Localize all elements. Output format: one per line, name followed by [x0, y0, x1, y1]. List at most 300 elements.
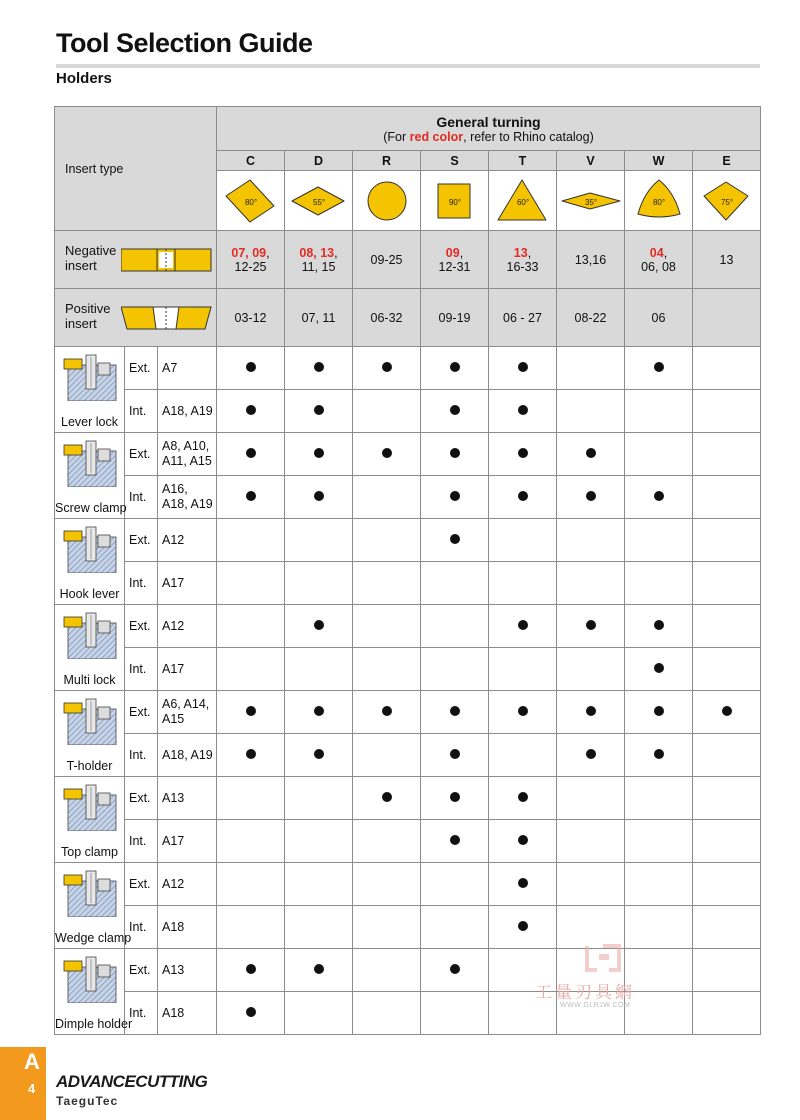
watermark-url: WWW.GLRJW.COM — [560, 1002, 631, 1009]
page-codes: A12 — [158, 519, 217, 562]
compat-cell — [693, 562, 761, 605]
insert-shape-letter: E — [693, 151, 761, 171]
insert-shape-letter: T — [489, 151, 557, 171]
positive-insert-cell: 06 — [625, 289, 693, 347]
negative-insert-icon — [121, 246, 215, 274]
brand-logo: ADVANCECUTTING — [56, 1072, 208, 1091]
compat-cell — [625, 777, 693, 820]
page-codes: A17 — [158, 820, 217, 863]
holder-type: Ext. — [125, 433, 158, 476]
compat-cell — [693, 605, 761, 648]
compatible-dot — [246, 362, 256, 372]
compat-cell — [285, 734, 353, 777]
compat-cell — [693, 820, 761, 863]
size-value: 09-25 — [370, 252, 403, 267]
compatible-dot — [314, 620, 324, 630]
holder-type: Int. — [125, 648, 158, 691]
compat-cell — [285, 605, 353, 648]
compat-cell — [489, 390, 557, 433]
holder-cell — [55, 433, 125, 519]
compat-cell — [489, 691, 557, 734]
compat-cell — [421, 949, 489, 992]
holder-type: Ext. — [125, 605, 158, 648]
insert-shape-t-icon — [492, 174, 554, 228]
compat-cell — [421, 691, 489, 734]
positive-insert-icon — [121, 303, 215, 333]
compat-cell — [693, 648, 761, 691]
compatible-dot — [518, 835, 528, 845]
table-row — [55, 906, 761, 949]
page-subtitle: Holders — [56, 70, 112, 87]
size-value: 13,16 — [574, 252, 607, 267]
compatible-dot — [518, 706, 528, 716]
negative-insert-header — [55, 231, 217, 289]
positive-insert-cell: 06 - 27 — [489, 289, 557, 347]
compatible-dot — [246, 1007, 256, 1017]
rhino-size-value: 13 — [513, 245, 528, 260]
compat-cell — [217, 992, 285, 1035]
compat-cell — [217, 949, 285, 992]
angle-label: 80° — [244, 197, 257, 207]
compat-cell — [285, 519, 353, 562]
size-value: 12-31 — [438, 259, 471, 274]
holder-name: Hook lever — [59, 587, 120, 601]
compat-cell — [693, 949, 761, 992]
compat-cell — [421, 648, 489, 691]
compat-cell — [625, 476, 693, 519]
insert-shape-letter: W — [625, 151, 693, 171]
compat-cell — [557, 562, 625, 605]
compat-cell — [285, 562, 353, 605]
angle-label: 90° — [448, 197, 461, 207]
compat-cell — [489, 562, 557, 605]
compat-cell — [217, 734, 285, 777]
compat-cell — [353, 906, 421, 949]
compat-cell — [353, 949, 421, 992]
compat-cell — [557, 691, 625, 734]
table-row — [55, 820, 761, 863]
table-row — [55, 949, 761, 992]
compatible-dot — [382, 362, 392, 372]
compat-cell — [353, 820, 421, 863]
insert-shape-d-icon — [288, 174, 350, 228]
compatible-dot — [450, 749, 460, 759]
insert-shape-cell — [693, 171, 761, 231]
rhino-size-value: 04 — [649, 245, 664, 260]
compat-cell — [625, 390, 693, 433]
compat-cell — [353, 777, 421, 820]
compat-cell — [693, 347, 761, 390]
compatible-dot — [314, 491, 324, 501]
compat-cell — [489, 820, 557, 863]
compatible-dot — [586, 491, 596, 501]
title-divider — [56, 64, 760, 68]
compat-cell — [557, 863, 625, 906]
compatible-dot — [586, 749, 596, 759]
size-value: 16-33 — [506, 259, 539, 274]
positive-insert-cell: 08-22 — [557, 289, 625, 347]
table-row — [55, 433, 761, 476]
compat-cell — [217, 390, 285, 433]
compat-cell — [353, 992, 421, 1035]
page-codes: A17 — [158, 648, 217, 691]
compatible-dot — [450, 964, 460, 974]
compat-cell — [557, 734, 625, 777]
compatible-dot — [246, 964, 256, 974]
compat-cell — [353, 519, 421, 562]
compat-cell — [285, 820, 353, 863]
holder-illustration — [60, 953, 120, 1003]
compatible-dot — [586, 706, 596, 716]
page-codes: A6, A14, A15 — [158, 691, 217, 734]
holder-illustration — [60, 695, 120, 745]
rhino-size-value: 07, 09 — [231, 245, 267, 260]
compatible-dot — [246, 706, 256, 716]
holder-illustration — [60, 867, 120, 917]
positive-label-2: insert — [65, 316, 97, 331]
compatible-dot — [450, 534, 460, 544]
holder-illustration — [60, 437, 120, 487]
compat-cell — [625, 691, 693, 734]
compat-cell — [557, 476, 625, 519]
compatible-dot — [450, 835, 460, 845]
compatible-dot — [586, 620, 596, 630]
compat-cell — [625, 906, 693, 949]
negative-insert-cell — [557, 231, 625, 289]
insert-shape-w-icon — [628, 174, 690, 228]
compat-cell — [217, 519, 285, 562]
table-row — [55, 347, 761, 390]
compat-cell — [557, 820, 625, 863]
angle-label: 75° — [720, 197, 733, 207]
compatible-dot — [246, 448, 256, 458]
holder-type: Int. — [125, 476, 158, 519]
angle-label: 55° — [312, 197, 325, 207]
compatible-dot — [314, 706, 324, 716]
compat-cell — [625, 519, 693, 562]
holder-type: Ext. — [125, 949, 158, 992]
compat-cell — [625, 734, 693, 777]
compat-cell — [217, 562, 285, 605]
rhino-size-value: 08, 13 — [299, 245, 335, 260]
compat-cell — [421, 605, 489, 648]
holder-cell — [55, 605, 125, 691]
compatible-dot — [654, 491, 664, 501]
tool-selection-table — [54, 106, 761, 1035]
compat-cell — [557, 390, 625, 433]
compat-cell — [421, 519, 489, 562]
compat-cell — [693, 691, 761, 734]
table-row — [55, 476, 761, 519]
holder-type: Int. — [125, 734, 158, 777]
insert-shape-letter: V — [557, 151, 625, 171]
table-row — [55, 605, 761, 648]
compatible-dot — [586, 448, 596, 458]
compat-cell — [285, 347, 353, 390]
compatible-dot — [450, 491, 460, 501]
compat-cell — [625, 863, 693, 906]
compat-cell — [285, 691, 353, 734]
compat-cell — [557, 433, 625, 476]
table-row — [55, 390, 761, 433]
insert-shape-letter: R — [353, 151, 421, 171]
positive-insert-cell: 09-19 — [421, 289, 489, 347]
compat-cell — [489, 777, 557, 820]
compat-cell — [285, 906, 353, 949]
compat-cell — [557, 648, 625, 691]
compat-cell — [421, 433, 489, 476]
compat-cell — [489, 347, 557, 390]
compat-cell — [693, 777, 761, 820]
compat-cell — [421, 906, 489, 949]
compat-cell — [217, 605, 285, 648]
compat-cell — [693, 863, 761, 906]
compat-cell — [353, 691, 421, 734]
positive-insert-cell: 07, 11 — [285, 289, 353, 347]
holder-type: Ext. — [125, 347, 158, 390]
compat-cell — [217, 906, 285, 949]
positive-insert-cell: 06-32 — [353, 289, 421, 347]
compat-cell — [285, 949, 353, 992]
insert-type-label: Insert type — [65, 161, 124, 176]
negative-label-2: insert — [65, 258, 97, 273]
compat-cell — [489, 519, 557, 562]
compat-cell — [557, 347, 625, 390]
table-row — [55, 691, 761, 734]
compat-cell — [217, 777, 285, 820]
page-codes: A13 — [158, 949, 217, 992]
holder-name: Screw clamp — [55, 501, 127, 515]
compat-cell — [285, 476, 353, 519]
compat-cell — [625, 433, 693, 476]
insert-shape-s-icon — [424, 174, 486, 228]
compatible-dot — [518, 362, 528, 372]
negative-insert-cell: 04, 06, 08 — [625, 231, 693, 289]
holder-type: Ext. — [125, 863, 158, 906]
compatible-dot — [518, 921, 528, 931]
insert-shape-cell — [353, 171, 421, 231]
insert-shape-cell — [217, 171, 285, 231]
compat-cell — [421, 820, 489, 863]
compat-cell — [693, 734, 761, 777]
compat-cell — [421, 992, 489, 1035]
compat-cell — [421, 777, 489, 820]
compatible-dot — [314, 964, 324, 974]
compatible-dot — [654, 749, 664, 759]
holder-illustration — [60, 609, 120, 659]
insert-shape-v-icon — [560, 174, 622, 228]
page-number: 4 — [28, 1081, 36, 1096]
compat-cell — [489, 734, 557, 777]
compatible-dot — [314, 448, 324, 458]
insert-shape-cell — [285, 171, 353, 231]
positive-insert-cell: 03-12 — [217, 289, 285, 347]
negative-insert-cell: 08, 13, 11, 15 — [285, 231, 353, 289]
page-codes: A18 — [158, 992, 217, 1035]
watermark-text: 工量刃具網 — [535, 983, 635, 1002]
compat-cell — [421, 347, 489, 390]
compatible-dot — [518, 620, 528, 630]
compat-cell — [625, 648, 693, 691]
holder-type: Ext. — [125, 777, 158, 820]
compat-cell — [421, 390, 489, 433]
positive-insert-header — [55, 289, 217, 347]
compat-cell — [217, 648, 285, 691]
compat-cell — [285, 863, 353, 906]
negative-insert-cell — [693, 231, 761, 289]
compat-cell — [353, 734, 421, 777]
table-row — [55, 734, 761, 777]
page-codes: A8, A10, A11, A15 — [158, 433, 217, 476]
holder-type: Int. — [125, 390, 158, 433]
section-letter: A — [24, 1049, 40, 1074]
compat-cell — [557, 777, 625, 820]
holder-cell — [55, 347, 125, 433]
page-codes: A16, A18, A19 — [158, 476, 217, 519]
watermark-logo — [583, 942, 623, 978]
page-codes: A12 — [158, 863, 217, 906]
compat-cell — [625, 562, 693, 605]
compat-cell — [285, 992, 353, 1035]
insert-type-header — [55, 107, 217, 231]
compat-cell — [489, 605, 557, 648]
compatible-dot — [314, 362, 324, 372]
page-codes: A18, A19 — [158, 734, 217, 777]
table-row — [55, 777, 761, 820]
holder-illustration — [60, 351, 120, 401]
compat-cell — [285, 648, 353, 691]
rhino-size-value: 09 — [445, 245, 460, 260]
holder-type: Int. — [125, 562, 158, 605]
compatible-dot — [382, 448, 392, 458]
insert-shape-cell — [421, 171, 489, 231]
page-codes: A17 — [158, 562, 217, 605]
compat-cell — [353, 562, 421, 605]
size-value: 12-25 — [234, 259, 267, 274]
insert-shape-cell — [625, 171, 693, 231]
compat-cell — [421, 863, 489, 906]
compatible-dot — [722, 706, 732, 716]
compat-cell — [557, 605, 625, 648]
compat-cell — [421, 476, 489, 519]
holder-cell — [55, 949, 133, 1035]
compat-cell — [353, 476, 421, 519]
compat-cell — [353, 863, 421, 906]
page-codes: A13 — [158, 777, 217, 820]
compatible-dot — [246, 405, 256, 415]
compatible-dot — [518, 792, 528, 802]
compat-cell — [557, 519, 625, 562]
holder-type: Int. — [125, 820, 158, 863]
negative-insert-cell — [353, 231, 421, 289]
insert-shape-e-icon — [696, 174, 758, 228]
compat-cell — [489, 863, 557, 906]
holder-illustration — [60, 523, 120, 573]
compat-cell — [353, 648, 421, 691]
compat-cell — [217, 820, 285, 863]
holder-type: Int. — [125, 906, 158, 949]
holder-cell — [55, 777, 125, 863]
insert-shape-cell — [489, 171, 557, 231]
compatible-dot — [450, 792, 460, 802]
insert-shape-letter: C — [217, 151, 285, 171]
page-codes: A18, A19 — [158, 390, 217, 433]
compat-cell — [217, 476, 285, 519]
compat-cell — [353, 605, 421, 648]
compatible-dot — [654, 362, 664, 372]
compatible-dot — [450, 706, 460, 716]
compatible-dot — [246, 491, 256, 501]
general-turning-header — [217, 107, 761, 151]
holder-name: Dimple holder — [55, 1017, 133, 1031]
page-codes: A12 — [158, 605, 217, 648]
compat-cell — [421, 734, 489, 777]
compatible-dot — [654, 620, 664, 630]
holder-name: Lever lock — [61, 415, 118, 429]
positive-label: Positive — [65, 301, 111, 316]
red-color-note: red color — [409, 129, 464, 144]
positive-insert-cell — [693, 289, 761, 347]
insert-shape-cell — [557, 171, 625, 231]
table-row — [55, 863, 761, 906]
compat-cell — [625, 605, 693, 648]
insert-shape-r-icon — [356, 174, 418, 228]
compat-cell — [489, 476, 557, 519]
compat-cell — [421, 562, 489, 605]
compat-cell — [217, 433, 285, 476]
page-title: Tool Selection Guide — [56, 28, 313, 58]
compat-cell — [285, 433, 353, 476]
compatible-dot — [518, 448, 528, 458]
compatible-dot — [246, 749, 256, 759]
compatible-dot — [654, 663, 664, 673]
brand-sub: TaeguTec — [56, 1094, 119, 1108]
insert-shape-letter: S — [421, 151, 489, 171]
holder-name: Top clamp — [61, 845, 118, 859]
compat-cell — [625, 820, 693, 863]
angle-label: 35° — [584, 197, 597, 207]
compatible-dot — [654, 706, 664, 716]
compatible-dot — [518, 491, 528, 501]
compat-cell — [693, 476, 761, 519]
general-turning-title: General turning — [436, 113, 541, 130]
compat-cell — [489, 906, 557, 949]
holder-type: Int. — [125, 992, 158, 1035]
holder-type: Ext. — [125, 519, 158, 562]
negative-insert-cell: 13, 16-33 — [489, 231, 557, 289]
rhino-note: (For red color, refer to Rhino catalog) — [383, 129, 594, 144]
compat-cell — [489, 433, 557, 476]
compatible-dot — [382, 706, 392, 716]
compatible-dot — [518, 878, 528, 888]
angle-label: 80° — [652, 197, 665, 207]
table-row — [55, 992, 761, 1035]
compat-cell — [217, 691, 285, 734]
compatible-dot — [382, 792, 392, 802]
compatible-dot — [314, 405, 324, 415]
compat-cell — [693, 519, 761, 562]
holder-name: T-holder — [66, 759, 113, 773]
negative-insert-cell: 09, 12-31 — [421, 231, 489, 289]
page-codes: A18 — [158, 906, 217, 949]
angle-label: 60° — [516, 197, 529, 207]
compat-cell — [693, 992, 761, 1035]
compatible-dot — [314, 749, 324, 759]
compat-cell — [217, 863, 285, 906]
compat-cell — [693, 433, 761, 476]
holder-illustration — [60, 781, 120, 831]
compatible-dot — [518, 405, 528, 415]
